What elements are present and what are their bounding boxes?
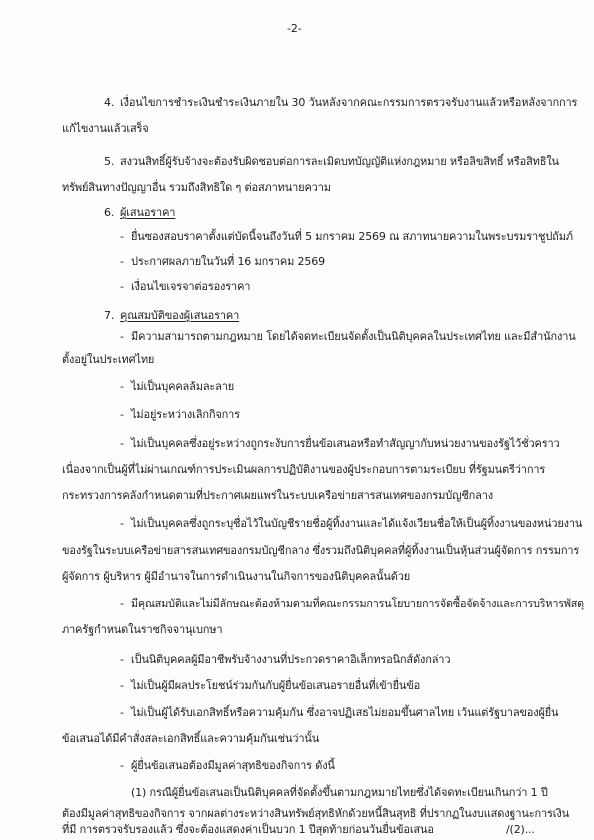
- item-6-number: 6.: [104, 206, 115, 219]
- dash: -: [120, 679, 124, 692]
- dash: -: [120, 653, 124, 666]
- net-worth-clause-1-line-1: (1) กรณีผู้ยื่นข้อเสนอเป็นนิติบุคคลที่จัดตั้งขึ้นตามกฎหมายไทยซึ่งได้จดทะเบียนเกินกว่า 1 ปี: [131, 786, 548, 799]
- dash: -: [120, 280, 124, 293]
- qualification-5-line-1: ไม่เป็นบุคคลซึ่งถูกระบุชื่อไว้ในบัญชีรายชื่อผู้ทิ้งงานและได้แจ้งเวียนชื่อให้เป็นผู้ทิ้งงานของหน่วยงาน: [131, 517, 583, 530]
- item-6-bullet-3: เงื่อนไขเจรจาต่อรองราคา: [131, 280, 251, 293]
- item-5-number: 5.: [104, 155, 115, 168]
- dash: -: [120, 408, 124, 421]
- dash: -: [120, 230, 124, 243]
- qualification-5-line-2: ของรัฐในระบบเครือข่ายสารสนเทศของกรมบัญชีกลาง ซึ่งรวมถึงนิติบุคคลที่ผู้ทิ้งงานเป็นหุ้นส่วนผู้จัดการ กรรมการ: [62, 544, 580, 557]
- dash: -: [120, 437, 124, 450]
- qualification-2: ไม่เป็นบุคคลล้มละลาย: [131, 380, 235, 393]
- item-6-bullet-2: ประกาศผลภายในวันที่ 16 มกราคม 2569: [131, 255, 325, 268]
- qualification-10: ผู้ยื่นข้อเสนอต้องมีมูลค่าสุทธิของกิจการ ดังนี้: [131, 759, 335, 772]
- qualification-4-line-1: ไม่เป็นบุคคลซึ่งอยู่ระหว่างถูกระงับการยื่นข้อเสนอหรือทำสัญญากับหน่วยงานของรัฐไว้ชั่วคราว: [131, 437, 560, 450]
- qualification-1-line-1: มีความสามารถตามกฎหมาย โดยได้จดทะเบียนจัดตั้งเป็นนิติบุคคลในประเทศไทย และมีสำนักงาน: [131, 330, 576, 343]
- qualification-9-line-1: ไม่เป็นผู้ได้รับเอกสิทธิ์หรือความคุ้มกัน ซึ่งอาจปฏิเสธไม่ยอมขึ้นศาลไทย เว้นแต่รัฐบาลของผู้ยื่น: [131, 706, 559, 719]
- qualification-4-line-2: เนื่องจากเป็นผู้ที่ไม่ผ่านเกณฑ์การประเมินผลการปฏิบัติงานของผู้ประกอบการตามระเบียบ ที่รัฐมนตรีว่าการ: [62, 463, 546, 476]
- net-worth-clause-1-line-3: ที่มี การตรวจรับรองแล้ว ซึ่งจะต้องแสดงค่าเป็นบวก 1 ปีสุดท้ายก่อนวันยื่นข้อเสนอ: [62, 823, 434, 836]
- qualification-6-line-2: ภาครัฐกำหนดในราชกิจจานุเบกษา: [62, 623, 223, 636]
- net-worth-clause-1-line-2: ต้องมีมูลค่าสุทธิของกิจการ จากผลต่างระหว่างสินทรัพย์สุทธิหักด้วยหนี้สินสุทธิ ที่ปรากฏในงบแสดงฐานะการเงิน: [62, 807, 569, 820]
- dash: -: [120, 759, 124, 772]
- qualification-1-line-2: ตั้งอยู่ในประเทศไทย: [62, 353, 155, 366]
- item-4-number: 4.: [104, 96, 115, 109]
- dash: -: [120, 330, 124, 343]
- item-6-title: ผู้เสนอราคา: [120, 206, 176, 219]
- item-5-text-line-2: ทรัพย์สินทางปัญญาอื่น รวมถึงสิทธิใด ๆ ต่อสภาทนายความ: [62, 181, 331, 194]
- item-5-text-line-1: สงวนสิทธิ์ผู้รับจ้างจะต้องรับผิดชอบต่อการละเมิดบทบัญญัติแห่งกฎหมาย หรือลิขสิทธิ์ หรือสิทธิใน: [120, 155, 559, 168]
- dash: -: [120, 517, 124, 530]
- item-4-text-line-1: เงื่อนไขการชำระเงินชำระเงินภายใน 30 วันหลังจากคณะกรรมการตรวจรับงานแล้วหรือหลังจากการ: [120, 96, 578, 109]
- qualification-7: เป็นนิติบุคคลผู้มีอาชีพรับจ้างงานที่ประกวดราคาอิเล็กทรอนิกส์ดังกล่าว: [131, 653, 451, 666]
- item-4-text-line-2: แก้ไขงานแล้วเสร็จ: [62, 122, 149, 135]
- page-number: -2-: [287, 22, 302, 35]
- item-6-bullet-1: ยื่นซองสอบราคาตั้งแต่บัดนี้จนถึงวันที่ 5 มกราคม 2569 ณ สภาทนายความในพระบรมราชูปถัมภ์: [131, 230, 573, 243]
- item-7-number: 7.: [104, 309, 115, 322]
- qualification-9-line-2: ข้อเสนอได้มีคำสั่งสละเอกสิทธิ์และความคุ้มกันเช่นว่านั้น: [62, 732, 320, 745]
- dash: -: [120, 255, 124, 268]
- qualification-3: ไม่อยู่ระหว่างเลิกกิจการ: [131, 408, 240, 421]
- item-7-title: คุณสมบัติของผู้เสนอราคา: [120, 309, 240, 322]
- qualification-4-line-3: กระทรวงการคลังกำหนดตามที่ประกาศเผยแพร่ในระบบเครือข่ายสารสนเทศของกรมบัญชีกลาง: [62, 489, 493, 502]
- qualification-8: ไม่เป็นผู้มีผลประโยชน์ร่วมกันกับผู้ยื่นข้อเสนอรายอื่นที่เข้ายื่นข้อ: [131, 679, 421, 692]
- qualification-6-line-1: มีคุณสมบัติและไม่มีลักษณะต้องห้ามตามที่คณะกรรมการนโยบายการจัดซื้อจัดจ้างและการบริหารพัสดุ: [131, 597, 585, 610]
- qualification-5-line-3: ผู้จัดการ ผู้บริหาร ผู้มีอำนาจในการดำเนินงานในกิจการของนิติบุคคลนั้นด้วย: [62, 570, 411, 583]
- dash: -: [120, 597, 124, 610]
- continuation-marker: /(2)...: [506, 823, 535, 836]
- dash: -: [120, 380, 124, 393]
- dash: -: [120, 706, 124, 719]
